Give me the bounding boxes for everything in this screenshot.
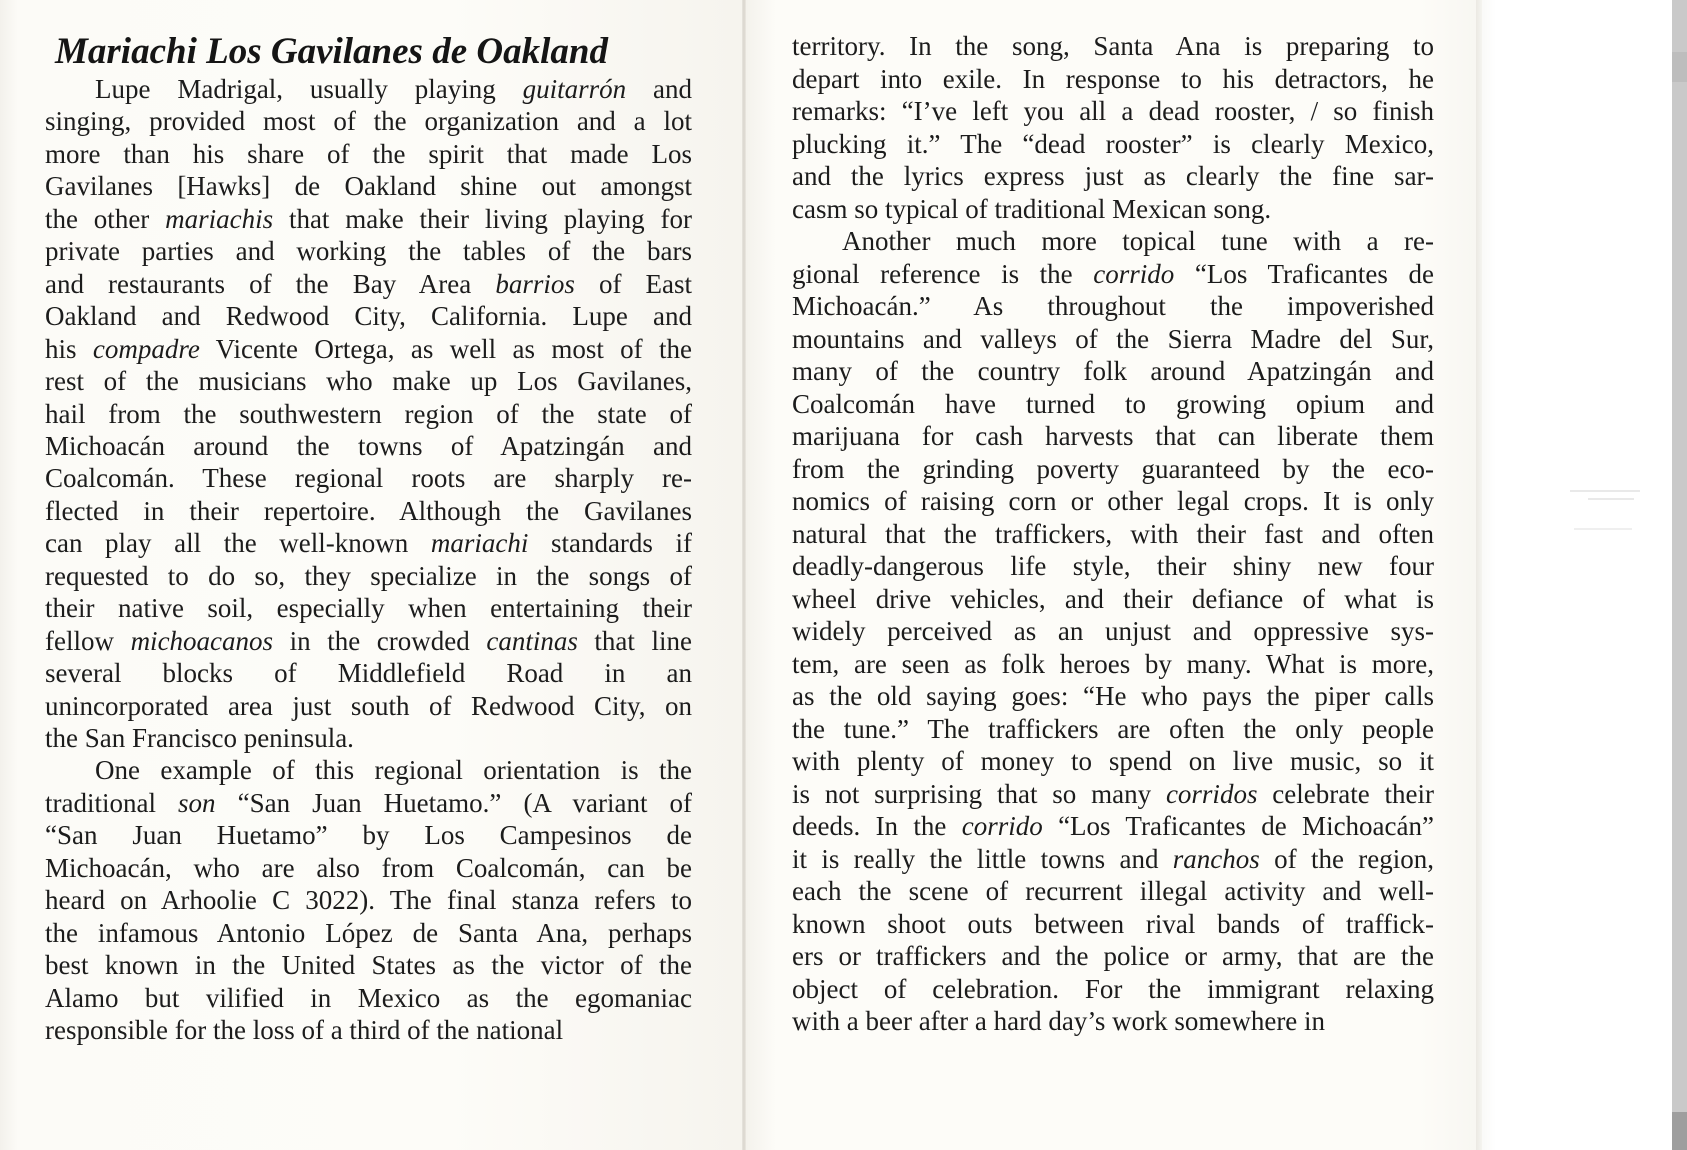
text-line [792, 192, 1434, 227]
text-run: Another much more topical tune with a re- [842, 226, 1434, 256]
italic-term: barrios [495, 268, 575, 299]
text-line [792, 387, 1434, 422]
italic-term: corridos [1165, 778, 1258, 809]
text-line [792, 452, 1434, 487]
italic-term: ranchos [1172, 843, 1260, 874]
text-line [45, 981, 692, 1016]
text-line [45, 948, 692, 983]
text-line [45, 267, 692, 302]
text-run: object of celebration. For the immigrant relaxing [792, 973, 1434, 1004]
text-line [792, 354, 1434, 389]
text-run: standards if [528, 528, 693, 559]
text-run: it is really the little towns and [792, 843, 1173, 874]
text-line [792, 484, 1434, 519]
text-line [45, 494, 692, 529]
text-run: more than his share of the spirit that made Los [45, 138, 692, 169]
text-run: their native soil, especially when entertaining their [45, 593, 692, 624]
text-run: with plenty of money to spend on live music, so it [792, 746, 1434, 776]
text-line [792, 549, 1434, 584]
text-run: widely perceived as an unjust and oppressive sys- [792, 616, 1434, 646]
text-line [792, 1004, 1434, 1039]
text-line [792, 94, 1434, 129]
text-run: ers or traffickers and the police or army, that are the [792, 941, 1434, 971]
text-line [45, 851, 692, 886]
text-line [45, 104, 692, 139]
text-run: “San Juan Huetamo.” (A variant of [215, 787, 692, 818]
text-run: and [626, 74, 692, 104]
text-run: in the crowded [273, 625, 487, 656]
text-run: deadly-dangerous life style, their shiny new four [792, 551, 1434, 581]
text-line [45, 624, 692, 659]
show-through-mark [1588, 498, 1634, 500]
text-line [792, 679, 1434, 714]
text-run: Michoacán around the towns of Apatzingán and [45, 430, 692, 461]
text-line [792, 582, 1434, 617]
text-run: mountains and valleys of the Sierra Madre del Sur, [792, 323, 1434, 354]
text-run: that make their living playing for [273, 203, 692, 234]
text-line [792, 127, 1434, 162]
text-run: heard on Arhoolie C 3022). The final stanza refers to [45, 885, 692, 916]
text-line [792, 809, 1434, 844]
text-line [792, 62, 1434, 97]
text-run: natural that the traffickers, with their fast and often [792, 518, 1434, 549]
text-run: the tune.” The traffickers are often the only people [792, 713, 1434, 744]
text-run: celebrate their [1257, 778, 1434, 809]
text-line [45, 753, 692, 788]
text-run: One example of this regional orientation is the [95, 755, 692, 786]
text-line [792, 322, 1434, 357]
text-run: as the old saying goes: “He who pays the piper calls [792, 681, 1434, 711]
text-run: best known in the United States as the victor of the [45, 950, 692, 981]
text-line [45, 202, 692, 237]
text-run: each the scene of recurrent illegal activity and well- [792, 876, 1434, 906]
text-run: of East [574, 268, 693, 299]
text-line [792, 712, 1434, 747]
text-run: the other [45, 203, 166, 234]
text-line [792, 29, 1434, 64]
text-run: deeds. In the [792, 811, 962, 841]
text-run: Coalcomán have turned to growing opium and [792, 388, 1434, 419]
article-title: Mariachi Los Gavilanes de Oakland [55, 31, 608, 72]
text-run: hail from the southwestern region of the state of [45, 398, 692, 429]
text-line [792, 517, 1434, 552]
text-run: territory. In the song, Santa Ana is preparing to [792, 31, 1434, 61]
text-run: known shoot outs between rival bands of traffick- [792, 908, 1434, 939]
text-run: marijuana for cash harvests that can liberate them [792, 421, 1434, 451]
text-line [45, 397, 692, 432]
text-run: with a beer after a hard day’s work somewhere in [792, 1006, 1326, 1036]
text-line [792, 744, 1434, 779]
italic-term: son [178, 787, 216, 818]
text-line [45, 656, 692, 691]
text-run: and the lyrics express just as clearly the fine sar- [792, 161, 1434, 191]
text-line [792, 257, 1434, 292]
text-line [45, 137, 692, 172]
text-run: traditional [45, 787, 179, 818]
text-run: nomics of raising corn or other legal crops. It is only [792, 486, 1434, 516]
text-line [792, 777, 1434, 812]
show-through-mark [1570, 490, 1640, 492]
text-run: that line [577, 625, 692, 656]
text-line [45, 429, 692, 464]
text-line [792, 224, 1434, 259]
text-run: singing, provided most of the organization and a lot [45, 106, 692, 137]
text-run: of the region, [1259, 843, 1435, 874]
text-line [45, 169, 692, 204]
text-run: wheel drive vehicles, and their defiance of what is [792, 583, 1434, 614]
italic-term: corrido [961, 811, 1043, 841]
text-run: Coalcomán. These regional roots are sharply re- [45, 463, 692, 494]
italic-term: mariachi [430, 528, 529, 559]
text-line [45, 332, 692, 367]
text-line [45, 234, 692, 269]
text-line [792, 972, 1434, 1007]
text-line [45, 916, 692, 951]
text-run: unincorporated area just south of Redwood City, on [45, 690, 692, 721]
text-run: plucking it.” The “dead rooster” is clearly Mexico, [792, 128, 1434, 159]
text-run: gional reference is the [792, 258, 1094, 289]
scanner-edge-notch [1672, 52, 1687, 82]
text-run: “Los Traficantes de Michoacán” [1042, 811, 1434, 841]
text-line [45, 299, 692, 334]
text-line [45, 689, 692, 724]
text-line [45, 364, 692, 399]
italic-term: cantinas [486, 625, 578, 656]
text-line [792, 614, 1434, 649]
text-run: rest of the musicians who make up Los Gavilanes, [45, 366, 692, 397]
scanner-edge-shadow [1672, 1112, 1687, 1150]
text-run: and restaurants of the Bay Area [45, 268, 496, 299]
text-run: Michoacán.” As throughout the impoverished [792, 291, 1434, 321]
text-run: Vicente Ortega, as well as most of the [199, 333, 692, 364]
italic-term: guitarrón [522, 74, 627, 104]
text-line [792, 419, 1434, 454]
text-run: can play all the well-known [45, 528, 431, 559]
text-line [792, 939, 1434, 974]
text-run: requested to do so, they specialize in the songs of [45, 560, 692, 591]
text-run: “Los Traficantes de [1174, 258, 1435, 289]
text-run: flected in their repertoire. Although the Gavilanes [45, 495, 692, 526]
text-line [792, 842, 1434, 877]
text-run: depart into exile. In response to his detractors, he [792, 63, 1434, 94]
text-run: his [45, 333, 93, 364]
text-line [45, 786, 692, 821]
text-run: many of the country folk around Apatzingán and [792, 356, 1434, 386]
text-line [45, 818, 692, 853]
text-run: the infamous Antonio López de Santa Ana, perhaps [45, 917, 692, 948]
text-run: tem, are seen as folk heroes by many. What is more, [792, 648, 1434, 679]
text-line [792, 647, 1434, 682]
italic-term: michoacanos [130, 625, 274, 656]
text-run: several blocks of Middlefield Road in an [45, 658, 692, 689]
text-run: remarks: “I’ve left you all a dead rooster, / so finish [792, 96, 1434, 126]
text-line [45, 883, 692, 918]
text-line [792, 874, 1434, 909]
text-line [45, 721, 692, 756]
text-line [45, 526, 692, 561]
text-line [792, 159, 1434, 194]
text-run: responsible for the loss of a third of the national [45, 1015, 564, 1046]
text-run: Gavilanes [Hawks] de Oakland shine out amongst [45, 171, 692, 202]
text-line [45, 72, 692, 107]
scanner-background [1476, 0, 1687, 1150]
text-run: fellow [45, 625, 131, 656]
text-line [45, 559, 692, 594]
text-line [45, 461, 692, 496]
text-run: Lupe Madrigal, usually playing [95, 74, 523, 104]
text-line [792, 289, 1434, 324]
italic-term: compadre [92, 333, 200, 364]
text-run: Alamo but vilified in Mexico as the egomaniac [45, 982, 692, 1013]
show-through-mark [1574, 528, 1632, 530]
text-line [45, 1013, 692, 1048]
italic-term: corrido [1093, 258, 1175, 289]
text-run: Oakland and Redwood City, California. Lupe and [45, 301, 692, 332]
text-run: private parties and working the tables of the bars [45, 236, 692, 267]
text-run: Michoacán, who are also from Coalcomán, can be [45, 852, 692, 883]
scanner-edge-band [1672, 0, 1687, 1150]
page-edge-shadow [1476, 0, 1482, 1150]
text-run: from the grinding poverty guaranteed by the eco- [792, 453, 1434, 484]
text-run: casm so typical of traditional Mexican song. [792, 193, 1272, 224]
text-run: is not surprising that so many [792, 778, 1166, 809]
text-line [45, 591, 692, 626]
text-run: the San Francisco peninsula. [45, 723, 354, 753]
text-run: “San Juan Huetamo” by Los Campesinos de [45, 820, 692, 851]
text-line [792, 907, 1434, 942]
italic-term: mariachis [165, 203, 274, 234]
